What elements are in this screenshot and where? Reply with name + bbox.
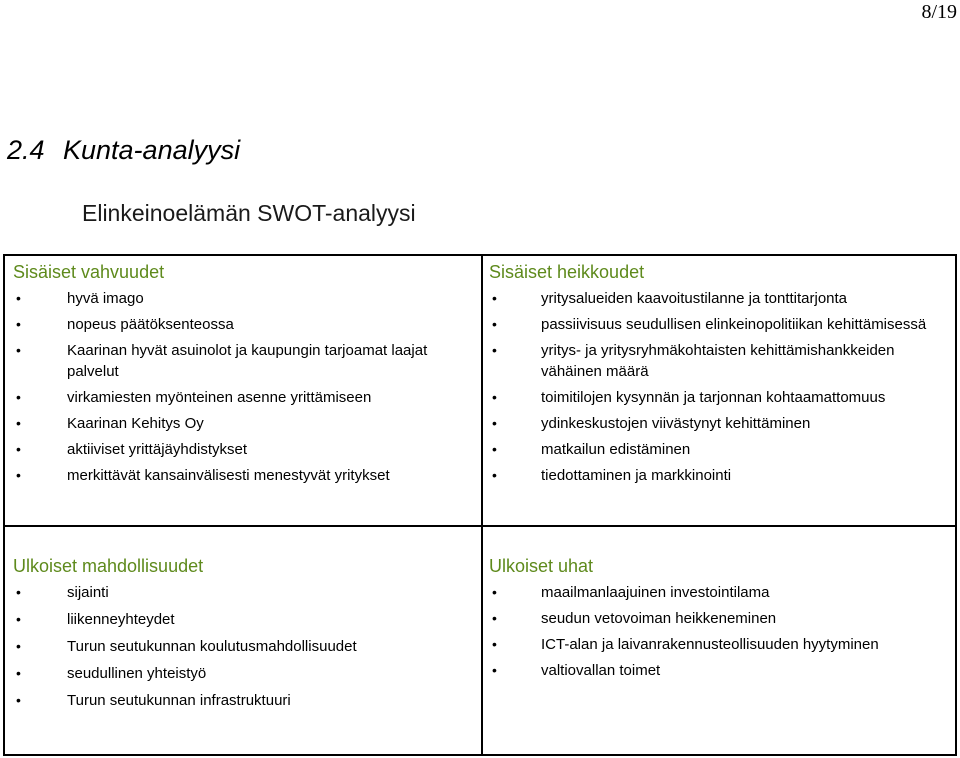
list-item-text: Turun seutukunnan infrastruktuuri	[67, 692, 291, 709]
threats-list	[489, 582, 951, 681]
opportunities-title: Ulkoiset mahdollisuudet	[13, 556, 204, 576]
bullet-icon: •	[16, 415, 21, 431]
bullet-icon: •	[16, 316, 21, 332]
list-item-text: liikenneyhteydet	[67, 611, 175, 628]
list-item-text: virkamiesten myönteinen asenne yrittämiseen	[67, 389, 372, 406]
strengths-quadrant	[13, 260, 473, 491]
list-item-text: seudun vetovoiman heikkeneminen	[541, 610, 777, 627]
list-item-text: nopeus päätöksenteossa	[67, 316, 234, 333]
list-item	[13, 340, 473, 382]
bullet-icon: •	[492, 290, 497, 306]
strengths-title: Sisäiset vahvuudet	[13, 262, 165, 282]
list-item	[489, 634, 951, 655]
section-number: 2.4	[7, 135, 45, 165]
list-item	[489, 340, 951, 382]
section-heading	[7, 133, 240, 167]
bullet-icon: •	[492, 662, 497, 678]
weaknesses-quadrant	[489, 260, 951, 491]
list-item-text: merkittävät kansainvälisesti menestyvät yritykset	[67, 467, 390, 484]
list-item-text: Turun seutukunnan koulutusmahdollisuudet	[67, 638, 357, 655]
list-item	[489, 387, 951, 408]
list-item-text: tiedottaminen ja markkinointi	[541, 467, 732, 484]
list-item-text: passiivisuus seudullisen elinkeinopolitiikan kehittämisessä	[541, 316, 927, 333]
list-item-text: Kaarinan Kehitys Oy	[67, 415, 204, 432]
list-item-text: maailmanlaajuinen investointilama	[541, 584, 770, 601]
list-item	[13, 609, 473, 630]
list-item	[489, 465, 951, 486]
list-item-text: ydinkeskustojen viivästynyt kehittäminen	[541, 415, 811, 432]
list-item	[489, 660, 951, 681]
horizontal-divider	[5, 525, 955, 527]
list-item	[489, 439, 951, 460]
list-item-text: Kaarinan hyvät asuinolot ja kaupungin tarjoamat laajat palvelut	[67, 342, 428, 380]
bullet-icon: •	[492, 467, 497, 483]
bullet-icon: •	[492, 584, 497, 600]
swot-table	[3, 254, 957, 756]
bullet-icon: •	[492, 389, 497, 405]
vertical-divider	[481, 256, 483, 754]
list-item	[13, 439, 473, 460]
list-item-text: sijainti	[67, 584, 109, 601]
section-title: Kunta-analyysi	[63, 135, 241, 165]
bullet-icon: •	[16, 467, 21, 483]
bullet-icon: •	[16, 611, 21, 627]
list-item-text: hyvä imago	[67, 290, 144, 307]
list-item-text: yritys- ja yritysryhmäkohtaisten kehittämishankkeiden vähäinen määrä	[541, 342, 895, 380]
bullet-icon: •	[16, 290, 21, 306]
strengths-list	[13, 288, 473, 486]
bullet-icon: •	[16, 584, 21, 600]
weaknesses-list	[489, 288, 951, 486]
list-item-text: yritysalueiden kaavoitustilanne ja tonttitarjonta	[541, 290, 848, 307]
bullet-icon: •	[16, 342, 21, 358]
bullet-icon: •	[16, 441, 21, 457]
list-item	[13, 413, 473, 434]
list-item	[489, 413, 951, 434]
list-item	[13, 690, 473, 711]
bullet-icon: •	[492, 342, 497, 358]
list-item	[13, 663, 473, 684]
list-item	[489, 288, 951, 309]
list-item	[13, 288, 473, 309]
list-item	[489, 608, 951, 629]
list-item-text: seudullinen yhteistyö	[67, 665, 207, 682]
list-item	[489, 582, 951, 603]
list-item-text: toimitilojen kysynnän ja tarjonnan kohtaamattomuus	[541, 389, 886, 406]
list-item	[13, 582, 473, 603]
list-item-text: valtiovallan toimet	[541, 662, 661, 679]
opportunities-quadrant	[13, 554, 473, 717]
opportunities-list	[13, 582, 473, 711]
list-item	[489, 314, 951, 335]
list-item	[13, 387, 473, 408]
threats-title: Ulkoiset uhat	[489, 556, 594, 576]
bullet-icon: •	[16, 692, 21, 708]
threats-quadrant	[489, 554, 951, 686]
list-item-text: ICT-alan ja laivanrakennusteollisuuden hyytyminen	[541, 636, 879, 653]
bullet-icon: •	[492, 415, 497, 431]
list-item	[13, 465, 473, 486]
list-item	[13, 636, 473, 657]
weaknesses-title: Sisäiset heikkoudet	[489, 262, 645, 282]
bullet-icon: •	[492, 316, 497, 332]
bullet-icon: •	[492, 441, 497, 457]
bullet-icon: •	[16, 389, 21, 405]
swot-subtitle: Elinkeinoelämän SWOT-analyysi	[82, 200, 416, 226]
list-item	[13, 314, 473, 335]
page-number: 8/19	[921, 1, 957, 23]
bullet-icon: •	[492, 610, 497, 626]
bullet-icon: •	[492, 636, 497, 652]
list-item-text: aktiiviset yrittäjäyhdistykset	[67, 441, 248, 458]
bullet-icon: •	[16, 638, 21, 654]
list-item-text: matkailun edistäminen	[541, 441, 691, 458]
bullet-icon: •	[16, 665, 21, 681]
